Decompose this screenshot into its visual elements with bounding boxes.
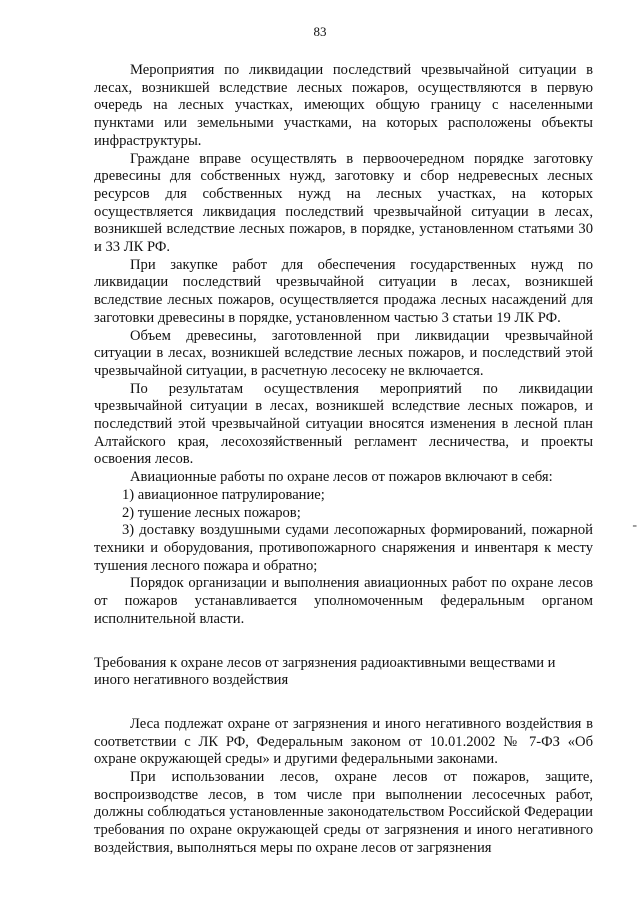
paragraph-3: При закупке работ для обеспечения государственных нужд по ликвидации последствий чрезвычайной ситуации в лесах, возникшей вследствие лесных пожаров, осуществляется продажа лесных насаждений для заготовки древесины в порядке, установленном частью 3 статьи 19 ЛК РФ.: [94, 256, 593, 326]
document-body: [94, 62, 593, 858]
section-paragraph-1: Леса подлежат охране от загрязнения и иного негативного воздействия в соответствии с ЛК РФ, Федеральным законом от 10.01.2002 № 7-ФЗ «Об охране окружающей среды» и другими федеральными законами.: [94, 715, 593, 768]
paragraph-1: Мероприятия по ликвидации последствий чрезвычайной ситуации в лесах, возникшей вследствие лесных пожаров, осуществляются в первую очередь на лесных участках, имеющих общую границу с населенными пунктами или земельными участками, на которых расположены объекты инфраструктуры.: [94, 62, 593, 149]
section-heading: Требования к охране лесов от загрязнения радиоактивными веществами и иного негативного воздействия: [94, 654, 556, 689]
list-item: 2) тушение лесных пожаров;: [122, 504, 301, 521]
paragraph-2: Граждане вправе осуществлять в первоочередном порядке заготовку древесины для собственных нужд, заготовку и сбор недревесных лесных ресурсов для собственных нужд на лесных участках, на которых осуществляется ликвидация последствий чрезвычайной ситуации в лесах, возникшей вследствие лесных пожаров, в порядке, установленном статьями 30 и 33 ЛК РФ.: [94, 150, 593, 256]
paragraph-5: По результатам осуществления мероприятий по ликвидации чрезвычайной ситуации в лесах, возникшей вследствие лесных пожаров, и последствий этой чрезвычайной ситуации вносятся изменения в лесной план Алтайского края, лесохозяйственный регламент лесничества, и проекты освоения лесов.: [94, 380, 593, 468]
paragraph-7: Порядок организации и выполнения авиационных работ по охране лесов от пожаров устанавливается уполномоченным федеральным органом исполнительной власти.: [94, 575, 593, 627]
paragraph-6: Авиационные работы по охране лесов от пожаров включают в себя:: [130, 469, 553, 486]
page-number: 83: [313, 24, 327, 39]
paragraph-4: Объем древесины, заготовленной при ликвидации чрезвычайной ситуации в лесах, возникшей вследствие лесных пожаров, и последствий этой чрезвычайной ситуации, в расчетную лесосеку не включается.: [94, 327, 593, 379]
list-item: 1) авиационное патрулирование;: [122, 486, 325, 503]
margin-mark: -: [632, 518, 637, 533]
list-item: 3) доставку воздушными судами лесопожарных формирований, пожарной техники и оборудования, противопожарного снаряжения и инвентаря к месту тушения лесного пожара и обратно;: [94, 522, 593, 574]
section-paragraph-2: При использовании лесов, охране лесов от пожаров, защите, воспроизводстве лесов, в том числе при выполнении лесосечных работ, должны соблюдаться установленные законодательством Российской Федерации требования по охране окружающей среды от загрязнения и иного негативного воздействия, выполняться меры по охране лесов от загрязнения: [94, 769, 593, 856]
